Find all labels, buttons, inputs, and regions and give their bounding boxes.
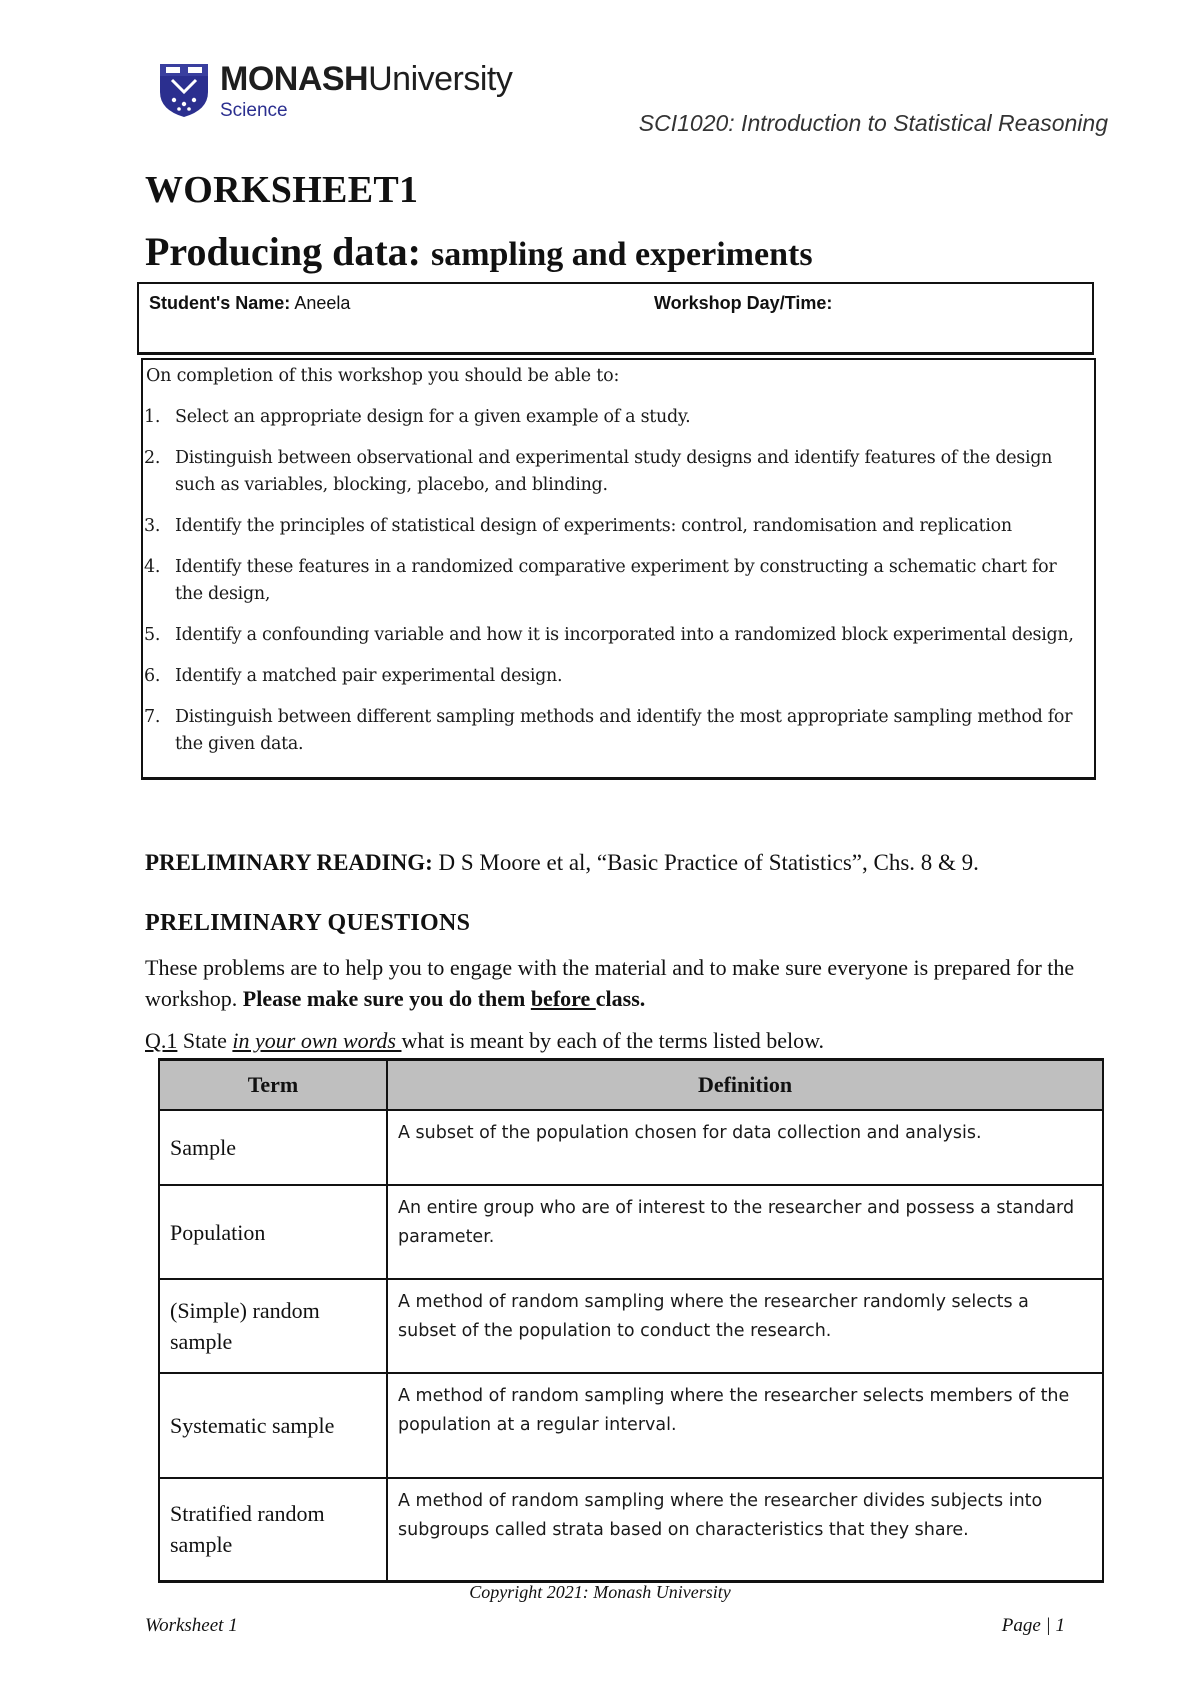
list-item: 2. Distinguish between observational and experimental study designs and identify features of the design such as variables, blocking, placebo, and blinding.	[144, 448, 1053, 495]
definition-cell[interactable]: An entire group who are of interest to the researcher and possess a standard parameter.	[387, 1185, 1103, 1279]
preliminary-reading: PRELIMINARY READING: D S Moore et al, “Basic Practice of Statistics”, Chs. 8 & 9.	[145, 850, 979, 875]
definition-cell[interactable]: A method of random sampling where the researcher selects members of the population at a regular interval.	[387, 1373, 1103, 1478]
worksheet-subtitle: Producing data: sampling and experiments	[145, 229, 813, 274]
logo-faculty: Science	[220, 100, 288, 121]
workshop-day-time-field[interactable]: Workshop Day/Time:	[654, 293, 833, 313]
preliminary-questions-heading: PRELIMINARY QUESTIONS	[145, 910, 471, 936]
logo-brand: MONASHUniversity	[220, 60, 513, 98]
worksheet-title: WORKSHEET1	[145, 169, 419, 211]
term-cell: Stratified random sample	[159, 1478, 387, 1581]
monash-crest-icon	[158, 62, 210, 118]
question-1: Q.1 State in your own words what is meant by each of the terms listed below.	[145, 1028, 825, 1053]
definition-cell[interactable]: A subset of the population chosen for data collection and analysis.	[387, 1110, 1103, 1185]
objectives-intro: On completion of this workshop you should be able to:	[146, 366, 620, 386]
learning-objectives-box	[141, 358, 1096, 780]
term-cell: (Simple) random sample	[159, 1279, 387, 1373]
list-item: 6. Identify a matched pair experimental design.	[144, 666, 563, 686]
table-row	[159, 1279, 1103, 1373]
copyright-notice: Copyright 2021: Monash University	[469, 1582, 731, 1602]
list-item: 1. Select an appropriate design for a given example of a study.	[144, 407, 691, 427]
preliminary-questions-text: These problems are to help you to engage with the material and to make sure everyone is prepared for the workshop. Please make sure you do them before class.	[145, 955, 1075, 1011]
column-header-definition: Definition	[387, 1060, 1103, 1111]
footer-worksheet-label: Worksheet 1	[145, 1615, 238, 1636]
table-header-row	[159, 1060, 1103, 1111]
table-row	[159, 1478, 1103, 1581]
term-cell: Systematic sample	[159, 1373, 387, 1478]
definition-cell[interactable]: A method of random sampling where the researcher divides subjects into subgroups called strata based on characteristics that they share.	[387, 1478, 1103, 1581]
course-title: SCI1020: Introduction to Statistical Reasoning	[638, 110, 1108, 136]
monash-logo	[158, 60, 518, 126]
list-item: 4. Identify these features in a randomized comparative experiment by constructing a schematic chart for the design,	[144, 557, 1057, 604]
list-item: 3. Identify the principles of statistical design of experiments: control, randomisation and replication	[144, 516, 1012, 536]
student-name-field[interactable]: Student's Name: Aneela	[149, 293, 351, 313]
student-info-box	[137, 282, 1094, 355]
list-item: 5. Identify a confounding variable and how it is incorporated into a randomized block experimental design,	[144, 625, 1074, 645]
table-row	[159, 1373, 1103, 1478]
definition-cell[interactable]: A method of random sampling where the researcher randomly selects a subset of the population to conduct the research.	[387, 1279, 1103, 1373]
table-row	[159, 1185, 1103, 1279]
term-cell: Population	[159, 1185, 387, 1279]
list-item: 7. Distinguish between different sampling methods and identify the most appropriate sampling method for the given data.	[144, 707, 1073, 754]
student-name-value: Aneela	[294, 293, 351, 313]
footer-page-number: Page | 1	[1001, 1615, 1065, 1636]
terms-definitions-table	[158, 1058, 1104, 1583]
column-header-term: Term	[159, 1060, 387, 1111]
objectives-list	[143, 404, 1088, 772]
term-cell: Sample	[159, 1110, 387, 1185]
table-row	[159, 1110, 1103, 1185]
